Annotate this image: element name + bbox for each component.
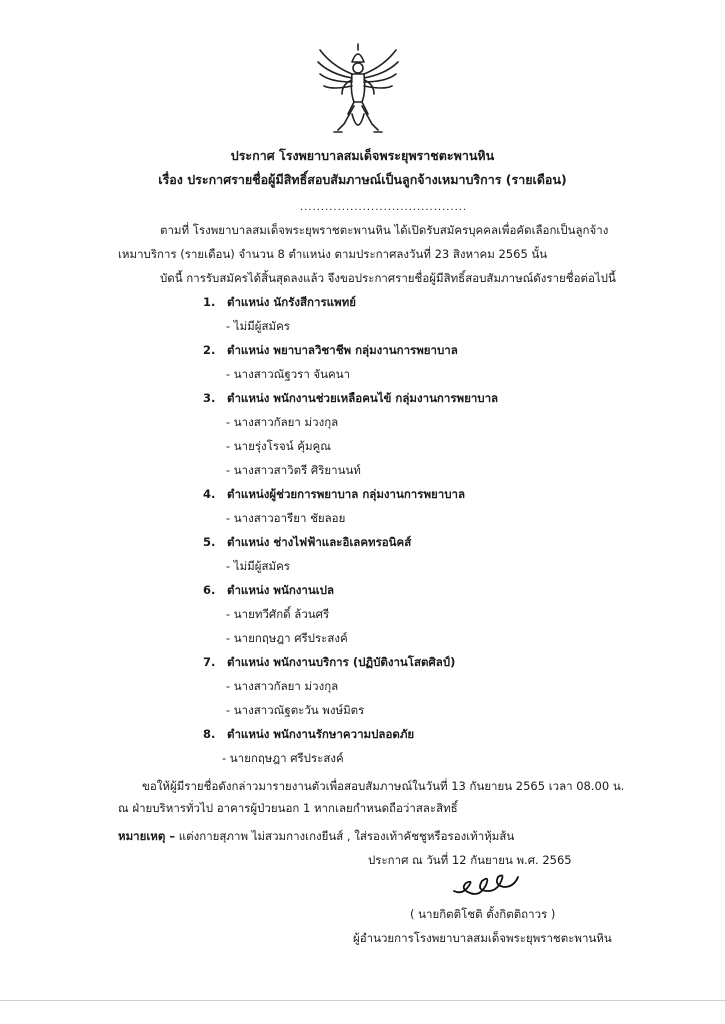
position-6-heading [203, 582, 334, 598]
position-4-heading [203, 486, 465, 502]
note [118, 828, 514, 844]
subject-line: เรื่อง ประกาศรายชื่อผู้มีสิทธิ์สอบสัมภาษณ์เป็นลูกจ้างเหมาบริการ (รายเดือน) [158, 172, 567, 187]
candidate-name: - นางสาวกัลยา ม่วงกุล [226, 679, 339, 693]
page-title: ประกาศ โรงพยาบาลสมเด็จพระยุพราชตะพานหิน [230, 148, 495, 163]
position-title: ตำแหน่ง พนักงานเปล [227, 583, 335, 597]
candidate-name: - นางสาวอารียา ชัยลอย [226, 511, 346, 525]
report-location: ณ ฝ่ายบริหารทั่วไป อาคารผู้ป่วยนอก 1 หากเลยกำหนดถือว่าสละสิทธิ์ [118, 801, 458, 815]
signature-image [448, 865, 528, 905]
position-number: 5. [203, 535, 216, 549]
position-title: ตำแหน่ง พนักงานช่วยเหลือคนไข้ กลุ่มงานการพยาบาล [227, 391, 499, 405]
position-title: ตำแหน่ง พยาบาลวิชาชีพ กลุ่มงานการพยาบาล [227, 343, 458, 357]
candidate-name: - นายทวีศักดิ์ ล้วนศรี [226, 607, 330, 621]
candidate-name: - นายกฤษฎา ศรีประสงค์ [222, 751, 344, 765]
position-title: ตำแหน่ง ช่างไฟฟ้าและอิเลคทรอนิคส์ [227, 535, 412, 549]
position-5-heading [203, 534, 411, 550]
position-number: 2. [203, 343, 216, 357]
page-bottom-edge [0, 1000, 725, 1001]
candidate-name: - นางสาวสาวิตรี ศิริยานนท์ [226, 463, 361, 477]
report-instruction: ขอให้ผู้มีรายชื่อดังกล่าวมารายงานตัวเพื่อสอบสัมภาษณ์ในวันที่ 13 กันยายน 2565 เวลา 08.00 น. [142, 779, 625, 793]
position-7-heading [203, 654, 455, 670]
note-label: หมายเหตุ – [118, 829, 176, 843]
candidate-name: - นางสาวณัฐวรา จันคนา [226, 367, 351, 381]
candidate-name: - นายรุ่งโรจน์ คุ้มคูณ [226, 439, 331, 453]
position-number: 3. [203, 391, 216, 405]
announcement-date: ประกาศ ณ วันที่ 12 กันยายน พ.ศ. 2565 [368, 853, 572, 867]
note-text: แต่งกายสุภาพ ไม่สวมกางเกงยีนส์ , ใส่รองเท้าคัชชูหรือรองเท้าหุ้มส้น [175, 829, 515, 843]
position-number: 4. [203, 487, 216, 501]
title-divider: ........................................ [300, 202, 468, 213]
candidate-name: - ไม่มีผู้สมัคร [226, 319, 290, 333]
candidate-name: - นางสาวณัฐตะวัน พงษ์มิตร [226, 703, 365, 717]
position-2-heading [203, 342, 458, 358]
position-number: 7. [203, 655, 216, 669]
candidate-name: - ไม่มีผู้สมัคร [226, 559, 290, 573]
position-8-heading [203, 726, 414, 742]
position-title: ตำแหน่งผู้ช่วยการพยาบาล กลุ่มงานการพยาบาล [227, 487, 466, 501]
candidate-name: - นางสาวกัลยา ม่วงกุล [226, 415, 339, 429]
position-number: 1. [203, 295, 216, 309]
signer-title: ผู้อำนวยการโรงพยาบาลสมเด็จพระยุพราชตะพานหิน [353, 931, 612, 945]
intro-line-1: ตามที่ โรงพยาบาลสมเด็จพระยุพราชตะพานหิน ได้เปิดรับสมัครบุคคลเพื่อคัดเลือกเป็นลูกจ้าง [160, 223, 609, 237]
signer-name: ( นายกิตติโชติ ตั้งกิตติถาวร ) [410, 907, 556, 921]
position-number: 6. [203, 583, 216, 597]
position-1-heading [203, 294, 356, 310]
position-3-heading [203, 390, 498, 406]
position-title: ตำแหน่ง นักรังสีการแพทย์ [227, 295, 356, 309]
candidate-name: - นายกฤษฎา ศรีประสงค์ [226, 631, 348, 645]
garuda-emblem-icon [314, 40, 402, 140]
intro-line-3: บัดนี้ การรับสมัครได้สิ้นสุดลงแล้ว จึงขอประกาศรายชื่อผู้มีสิทธิ์สอบสัมภาษณ์ดังรายชื่อต่อไปนี้ [160, 271, 616, 285]
position-number: 8. [203, 727, 216, 741]
position-title: ตำแหน่ง พนักงานรักษาความปลอดภัย [227, 727, 415, 741]
position-title: ตำแหน่ง พนักงานบริการ (ปฏิบัติงานโสตศิลป์) [227, 655, 456, 669]
intro-line-2: เหมาบริการ (รายเดือน) จำนวน 8 ตำแหน่ง ตามประกาศลงวันที่ 23 สิงหาคม 2565 นั้น [118, 247, 548, 261]
